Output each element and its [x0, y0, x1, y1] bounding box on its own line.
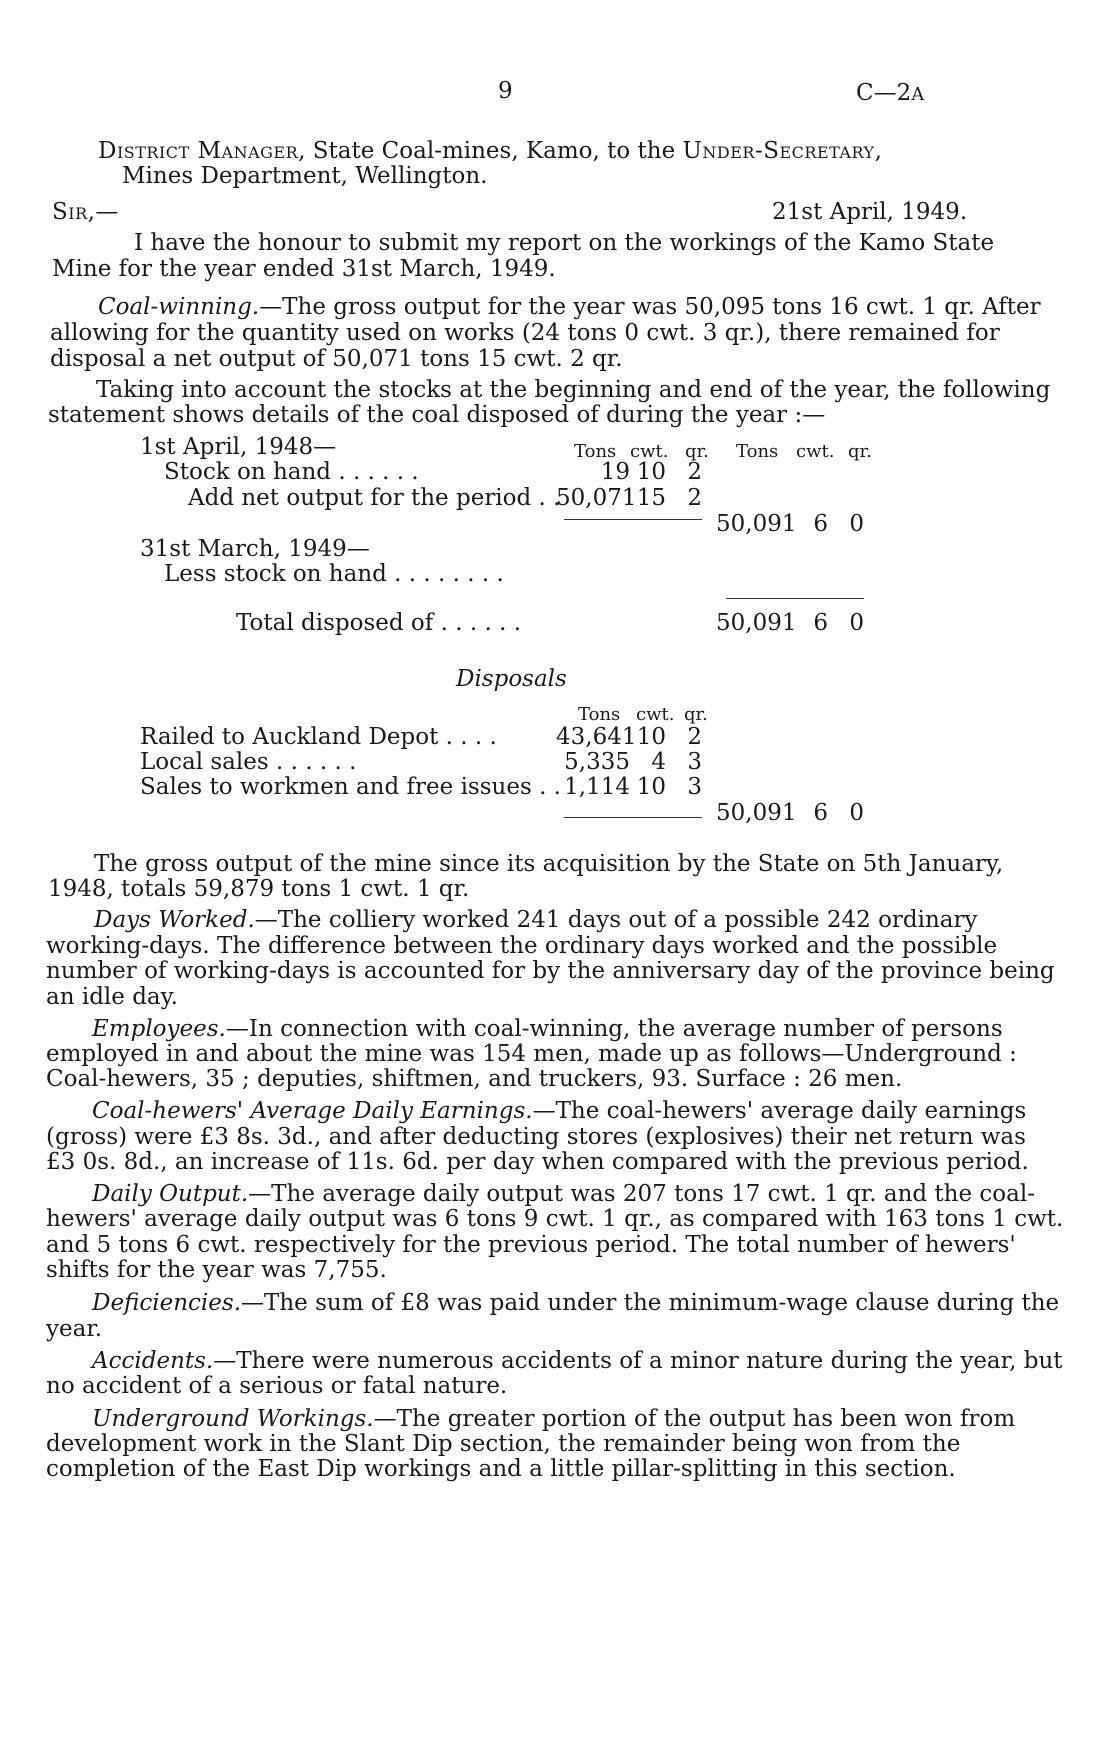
statement-header-tons-2: Tons: [736, 441, 779, 462]
deficiencies-line-1: [92, 1290, 1060, 1317]
coal-winning-heading: Coal-winning.: [98, 294, 260, 320]
page-number: 9: [498, 78, 513, 104]
accidents-heading: Accidents.: [92, 1348, 214, 1374]
disposals-header-tons: Tons: [578, 704, 621, 725]
statement-header-cwt-1: cwt.: [630, 441, 669, 462]
gross-output-line-1: The gross output of the mine since its acquisition by the State on 5th January,: [94, 851, 1004, 877]
net-output-cwt: 15: [636, 485, 666, 511]
employees-text: —In connection with coal-winning, the average number of persons: [225, 1016, 1003, 1042]
stock-on-hand-label: Stock on hand . . . . . .: [164, 459, 419, 485]
coal-winning-line-1: [98, 294, 1041, 321]
disposal-row-label: Sales to workmen and free issues . .: [140, 774, 561, 800]
daily-output-line-2: hewers' average daily output was 6 tons 9 cwt. 1 qr., as compared with 163 tons 1 cwt.: [46, 1206, 1064, 1232]
disposal-row-tons: 1,114: [564, 774, 630, 800]
daily-output-line-3: and 5 tons 6 cwt. respectively for the previous period. The total number of hewers': [46, 1232, 1016, 1258]
total-rule: [726, 598, 864, 599]
intro-line-2: Mine for the year ended 31st March, 1949.: [52, 256, 556, 282]
address-from-title: District Manager: [98, 138, 299, 164]
employees-heading: Employees.: [92, 1016, 226, 1042]
statement-header-qr-2: qr.: [848, 441, 872, 462]
disposal-row-tons: 5,335: [564, 749, 630, 775]
employees-line-2: employed in and about the mine was 154 men, made up as follows—Underground :: [46, 1041, 1017, 1067]
statement-date-1: 1st April, 1948—: [140, 434, 337, 460]
disposals-title: [456, 666, 567, 693]
disposal-row-label: Railed to Auckland Depot . . . .: [140, 724, 497, 750]
document-reference: [856, 80, 925, 108]
stock-on-hand-qr: 2: [687, 459, 702, 485]
daily-output-line-4: shifts for the year was 7,755.: [46, 1257, 387, 1283]
days-worked-text: —The colliery worked 241 days out of a possible 242 ordinary: [254, 907, 978, 933]
subtotal-cwt: 6: [813, 511, 828, 537]
disposal-row-cwt: 10: [636, 724, 666, 750]
earnings-line-2: (gross) were £3 8s. 3d., and after deducting stores (explosives) their net return was: [46, 1124, 1026, 1150]
earnings-line-3: £3 0s. 8d., an increase of 11s. 6d. per day when compared with the previous period.: [46, 1149, 1029, 1175]
days-worked-line-3: number of working-days is accounted for by the anniversary day of the province being: [46, 958, 1055, 984]
coal-winning-line-3: disposal a net output of 50,071 tons 15 cwt. 2 qr.: [50, 346, 623, 372]
underground-line-2: development work in the Slant Dip section, the remainder being won from the: [46, 1431, 961, 1457]
reference-suffix: A: [911, 84, 925, 105]
underground-line-3: completion of the East Dip workings and a little pillar-splitting in this section.: [46, 1456, 956, 1482]
address-line-2: Mines Department, Wellington.: [122, 163, 488, 189]
deficiencies-heading: Deficiencies.: [92, 1290, 242, 1316]
coal-winning-line-2: allowing for the quantity used on works (24 tons 0 cwt. 3 qr.), there remained for: [50, 320, 1000, 346]
disposals-total-qr: 0: [849, 800, 864, 826]
earnings-heading: Coal-hewers' Average Daily Earnings.: [92, 1098, 533, 1124]
daily-output-text: —The average daily output was 207 tons 17 cwt. 1 qr. and the coal-: [248, 1181, 1035, 1207]
statement-header-cwt-2: cwt.: [796, 441, 835, 462]
disposal-row-label: Local sales . . . . . .: [140, 749, 357, 775]
total-disposed-cwt: 6: [813, 610, 828, 636]
earnings-text: —The coal-hewers' average daily earnings: [532, 1098, 1027, 1124]
days-worked-line-4: an idle day.: [46, 984, 178, 1010]
stocks-line-1: Taking into account the stocks at the beginning and end of the year, the following: [96, 377, 1051, 403]
daily-output-line-1: [92, 1181, 1035, 1208]
intro-line-1: I have the honour to submit my report on the workings of the Kamo State: [134, 230, 995, 256]
deficiencies-line-2: year.: [46, 1316, 103, 1342]
total-disposed-tons: 50,091: [716, 610, 797, 636]
accidents-line-2: no accident of a serious or fatal nature.: [46, 1373, 508, 1399]
employees-line-3: Coal-hewers, 35 ; deputies, shiftmen, and truckers, 93. Surface : 26 men.: [46, 1066, 903, 1092]
underground-heading: Underground Workings.: [92, 1406, 374, 1432]
gross-output-line-2: 1948, totals 59,879 tons 1 cwt. 1 qr.: [48, 876, 470, 902]
subtotal-tons: 50,091: [716, 511, 797, 537]
underground-line-1: [92, 1406, 1016, 1433]
disposals-rule: [564, 817, 702, 818]
net-output-label: Add net output for the period . .: [188, 485, 561, 511]
disposal-row-cwt: 10: [636, 774, 666, 800]
employees-line-1: [92, 1016, 1003, 1043]
disposals-title-text: Disposals: [456, 666, 567, 692]
deficiencies-text: —The sum of £8 was paid under the minimum-wage clause during the: [241, 1290, 1060, 1316]
disposals-header-cwt: cwt.: [636, 704, 675, 725]
subtotal-rule: [564, 519, 702, 520]
coal-winning-text: —The gross output for the year was 50,095 tons 16 cwt. 1 qr. After: [259, 294, 1041, 320]
disposals-header-qr: qr.: [684, 704, 708, 725]
days-worked-line-2: working-days. The difference between the ordinary days worked and the possible: [46, 933, 998, 959]
disposals-total-cwt: 6: [813, 800, 828, 826]
earnings-line-1: [92, 1098, 1027, 1125]
total-disposed-label: Total disposed of . . . . . .: [236, 610, 522, 636]
stocks-line-2: statement shows details of the coal disposed of during the year :—: [48, 402, 826, 428]
stock-on-hand-tons: 19: [600, 459, 630, 485]
statement-header-qr-1: qr.: [685, 441, 709, 462]
address-line-1: [98, 138, 882, 165]
accidents-line-1: [92, 1348, 1063, 1375]
days-worked-heading: Days Worked.: [94, 907, 255, 933]
disposal-row-tons: 43,641: [556, 724, 637, 750]
salutation: Sir,—: [52, 199, 119, 225]
less-stock-label: Less stock on hand . . . . . . . .: [164, 561, 504, 587]
total-disposed-qr: 0: [849, 610, 864, 636]
disposal-row-cwt: 4: [651, 749, 666, 775]
net-output-qr: 2: [687, 485, 702, 511]
underground-text: —The greater portion of the output has been won from: [373, 1406, 1016, 1432]
stock-on-hand-cwt: 10: [636, 459, 666, 485]
letter-date: 21st April, 1949.: [772, 199, 968, 225]
statement-date-2: 31st March, 1949—: [140, 536, 370, 562]
net-output-tons: 50,071: [556, 485, 637, 511]
accidents-text: —There were numerous accidents of a minor nature during the year, but: [213, 1348, 1063, 1374]
address-to-title: Under-Secretary: [682, 138, 875, 164]
address-comma: ,: [874, 138, 882, 164]
reference-main: C—2: [856, 80, 912, 106]
disposal-row-qr: 2: [687, 724, 702, 750]
daily-output-heading: Daily Output.: [92, 1181, 249, 1207]
disposal-row-qr: 3: [687, 749, 702, 775]
disposals-total-tons: 50,091: [716, 800, 797, 826]
statement-header-tons-1: Tons: [574, 441, 617, 462]
address-from-rest: , State Coal-mines, Kamo, to the: [298, 138, 683, 164]
subtotal-qr: 0: [849, 511, 864, 537]
disposal-row-qr: 3: [687, 774, 702, 800]
days-worked-line-1: [94, 907, 978, 934]
